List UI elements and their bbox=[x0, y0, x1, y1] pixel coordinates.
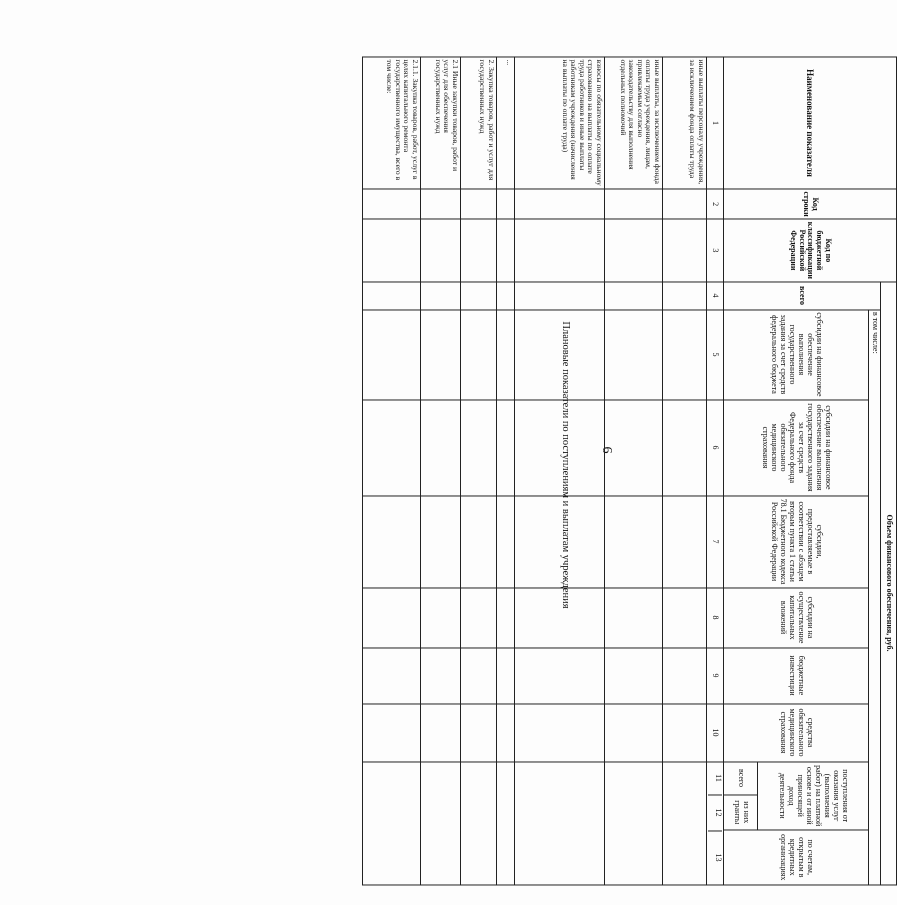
header-including: в том числе: bbox=[869, 310, 881, 885]
col-num: 4 bbox=[707, 282, 724, 310]
header-c11-13-inner bbox=[724, 762, 868, 884]
col-num: 7 bbox=[707, 496, 724, 588]
col-num-group bbox=[707, 762, 724, 885]
header-c8: субсидии на осуществление капитальных вложений bbox=[724, 588, 869, 648]
col-num: 6 bbox=[707, 400, 724, 496]
col-num: 2 bbox=[707, 189, 724, 219]
row-name: 2. Закупка товаров, работ и услуг для государственных нужд bbox=[461, 57, 497, 189]
header-total-volume: Объем финансового обеспечения, руб. bbox=[881, 282, 897, 885]
column-number-row bbox=[707, 57, 724, 885]
header-c10: средства обязательного медицинского страхования bbox=[724, 704, 869, 762]
col-num: 5 bbox=[707, 310, 724, 400]
row-name: 2.1 Иные закупки товаров, работ и услуг для обеспечения государственных нужд bbox=[421, 57, 461, 189]
header-c13: по счетам, открытым в кредитных организациях bbox=[779, 834, 815, 881]
row-name: иные выплаты персоналу учреждения, за исключением фонда оплаты труда bbox=[663, 57, 707, 189]
header-c7: субсидии, предоставляемые в соответствии с абзацем вторым пункта 1 статьи 78.1 Бюджетного кодекса Российской Федерации bbox=[724, 496, 869, 588]
header-c5: субсидии на финансовое обеспечение выполнения государственного задания за счет средств федерального бюджета bbox=[724, 310, 869, 400]
row-name: взносы по обязательному социальному страхованию на выплаты по оплате труда работников и иные выплаты работникам учреждения (начисления на выплаты по оплате труда) bbox=[515, 57, 605, 189]
header-c9: бюджетные инвестиции bbox=[724, 648, 869, 704]
header-code-line: Код строки bbox=[724, 189, 897, 219]
col-num: 3 bbox=[707, 219, 724, 281]
col-num: 10 bbox=[707, 704, 724, 762]
table-row bbox=[497, 57, 515, 885]
header-name: Наименование показателя bbox=[724, 57, 897, 189]
col-num: 1 bbox=[707, 57, 724, 189]
table-row bbox=[461, 57, 497, 885]
row-name: иные выплаты, за исключением фонда оплаты труда учреждения, лицам, привлекаемым согласно законодательству для выполнения отдельных полномочий bbox=[605, 57, 663, 189]
header-c11-12: поступления от оказания услуг (выполнения работ) на платной основе и от иной приносящей доход деятельности bbox=[758, 762, 868, 830]
table-row bbox=[605, 57, 663, 885]
header-c11-13-group bbox=[724, 762, 869, 885]
plan-table bbox=[362, 56, 897, 885]
header-c11-12-split bbox=[724, 762, 758, 830]
col-num: 11 bbox=[708, 762, 722, 795]
row-name: 2.1.1. Закупка товаров, работ, услуг в целях капитального ремонта государственного имущества, всего в том числе: bbox=[363, 57, 421, 189]
header-c12: из них гранты bbox=[732, 800, 751, 825]
header-budget-code: Код по бюджетной классификации Российской Федерации bbox=[724, 219, 897, 281]
table-row bbox=[515, 57, 605, 885]
table-row bbox=[363, 57, 421, 885]
table-row bbox=[421, 57, 461, 885]
header-c11: всего bbox=[724, 762, 758, 795]
table-row bbox=[663, 57, 707, 885]
page-caption: Плановые показатели по поступлениям и выплатам учреждения bbox=[560, 321, 571, 609]
row-name: ... bbox=[497, 57, 515, 189]
header-total: всего bbox=[724, 282, 881, 310]
col-num: 13 bbox=[714, 853, 723, 862]
header-c6: субсидии на финансовое обеспечение выполнения государственного задания за счет средств Федерального фонда обязательного медицинского страхования bbox=[724, 400, 869, 496]
col-num: 9 bbox=[707, 648, 724, 704]
col-num: 12 bbox=[708, 795, 722, 831]
col-num: 8 bbox=[707, 588, 724, 648]
page-number: 6 bbox=[599, 446, 614, 454]
